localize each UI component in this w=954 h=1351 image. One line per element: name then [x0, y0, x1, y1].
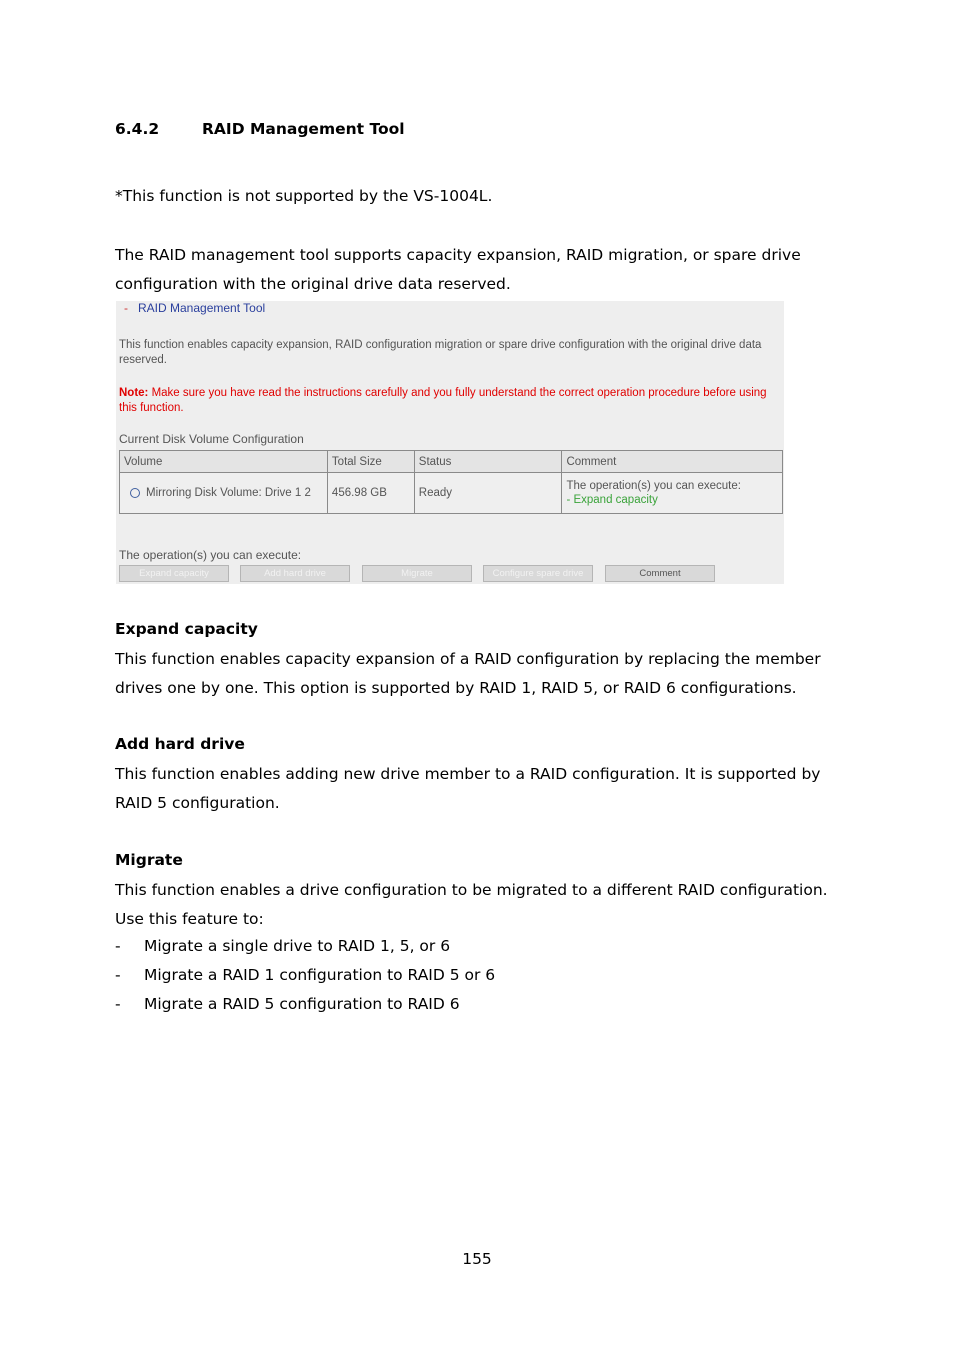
configure-spare-drive-button[interactable]: Configure spare drive [483, 565, 593, 582]
list-item: Migrate a single drive to RAID 1, 5, or 6 [144, 937, 451, 955]
volume-radio[interactable] [130, 488, 140, 498]
raid-tool-title [124, 301, 265, 315]
bullet-dash: - [115, 966, 121, 984]
expand-paragraph: This function enables capacity expansion of a RAID configuration by replacing the member drives one by one. This option is supported by RAID 1, RAID 5, or RAID 6 configurations. [115, 650, 821, 697]
list-item: Migrate a RAID 1 configuration to RAID 5 or 6 [144, 966, 496, 984]
section-number: 6.4.2 [115, 120, 160, 138]
raid-tool-title-text: RAID Management Tool [138, 301, 266, 315]
comment-button[interactable]: Comment [605, 565, 715, 582]
section-title: RAID Management Tool [202, 120, 405, 138]
status-cell: Ready [414, 473, 562, 514]
expand-capacity-link[interactable]: - Expand capacity [566, 494, 658, 506]
volume-table [119, 450, 783, 514]
add-drive-paragraph: This function enables adding new drive member to a RAID configuration. It is supported by RAID 5 configuration. [115, 765, 821, 812]
operations-label: The operation(s) you can execute: [119, 548, 302, 562]
migrate-button[interactable]: Migrate [362, 565, 472, 582]
raid-tool-description: This function enables capacity expansion, RAID configuration migration or spare drive configuration with the original drive data reserved. [119, 339, 762, 366]
volume-cell [120, 473, 328, 514]
comment-line: The operation(s) you can execute: [566, 480, 741, 492]
column-header: Volume [120, 451, 328, 473]
note-label: Note: [119, 387, 149, 399]
intro-paragraph: The RAID management tool supports capacity expansion, RAID migration, or spare drive configuration with the original drive data reserved. [115, 246, 801, 293]
expand-heading: Expand capacity [115, 620, 258, 638]
column-header: Total Size [327, 451, 414, 473]
bullet-dash: - [115, 995, 121, 1013]
warning-note [119, 386, 783, 416]
raid-tool-screenshot [116, 301, 784, 584]
add-drive-heading: Add hard drive [115, 735, 245, 753]
page-number: 155 [462, 1250, 492, 1268]
comment-cell [562, 473, 783, 514]
add-hard-drive-button[interactable]: Add hard drive [240, 565, 350, 582]
expand-capacity-button[interactable]: Expand capacity [119, 565, 229, 582]
table-row[interactable] [120, 473, 783, 514]
table-header-row [120, 451, 783, 473]
migrate-paragraph: This function enables a drive configuration to be migrated to a different RAID configuration. Use this feature to: [115, 881, 828, 928]
column-header: Status [414, 451, 562, 473]
column-header: Comment [562, 451, 783, 473]
bullet-dash: - [115, 937, 121, 955]
list-item: Migrate a RAID 5 configuration to RAID 6 [144, 995, 460, 1013]
volume-name: Mirroring Disk Volume: Drive 1 2 [146, 487, 311, 499]
migrate-heading: Migrate [115, 851, 183, 869]
note-text: Make sure you have read the instructions carefully and you fully understand the correct operation procedure before using this function. [119, 387, 767, 414]
total-size-cell: 456.98 GB [327, 473, 414, 514]
title-dash: - [124, 301, 128, 315]
unsupported-note: *This function is not supported by the VS-1004L. [115, 187, 493, 205]
current-config-label: Current Disk Volume Configuration [119, 432, 304, 446]
